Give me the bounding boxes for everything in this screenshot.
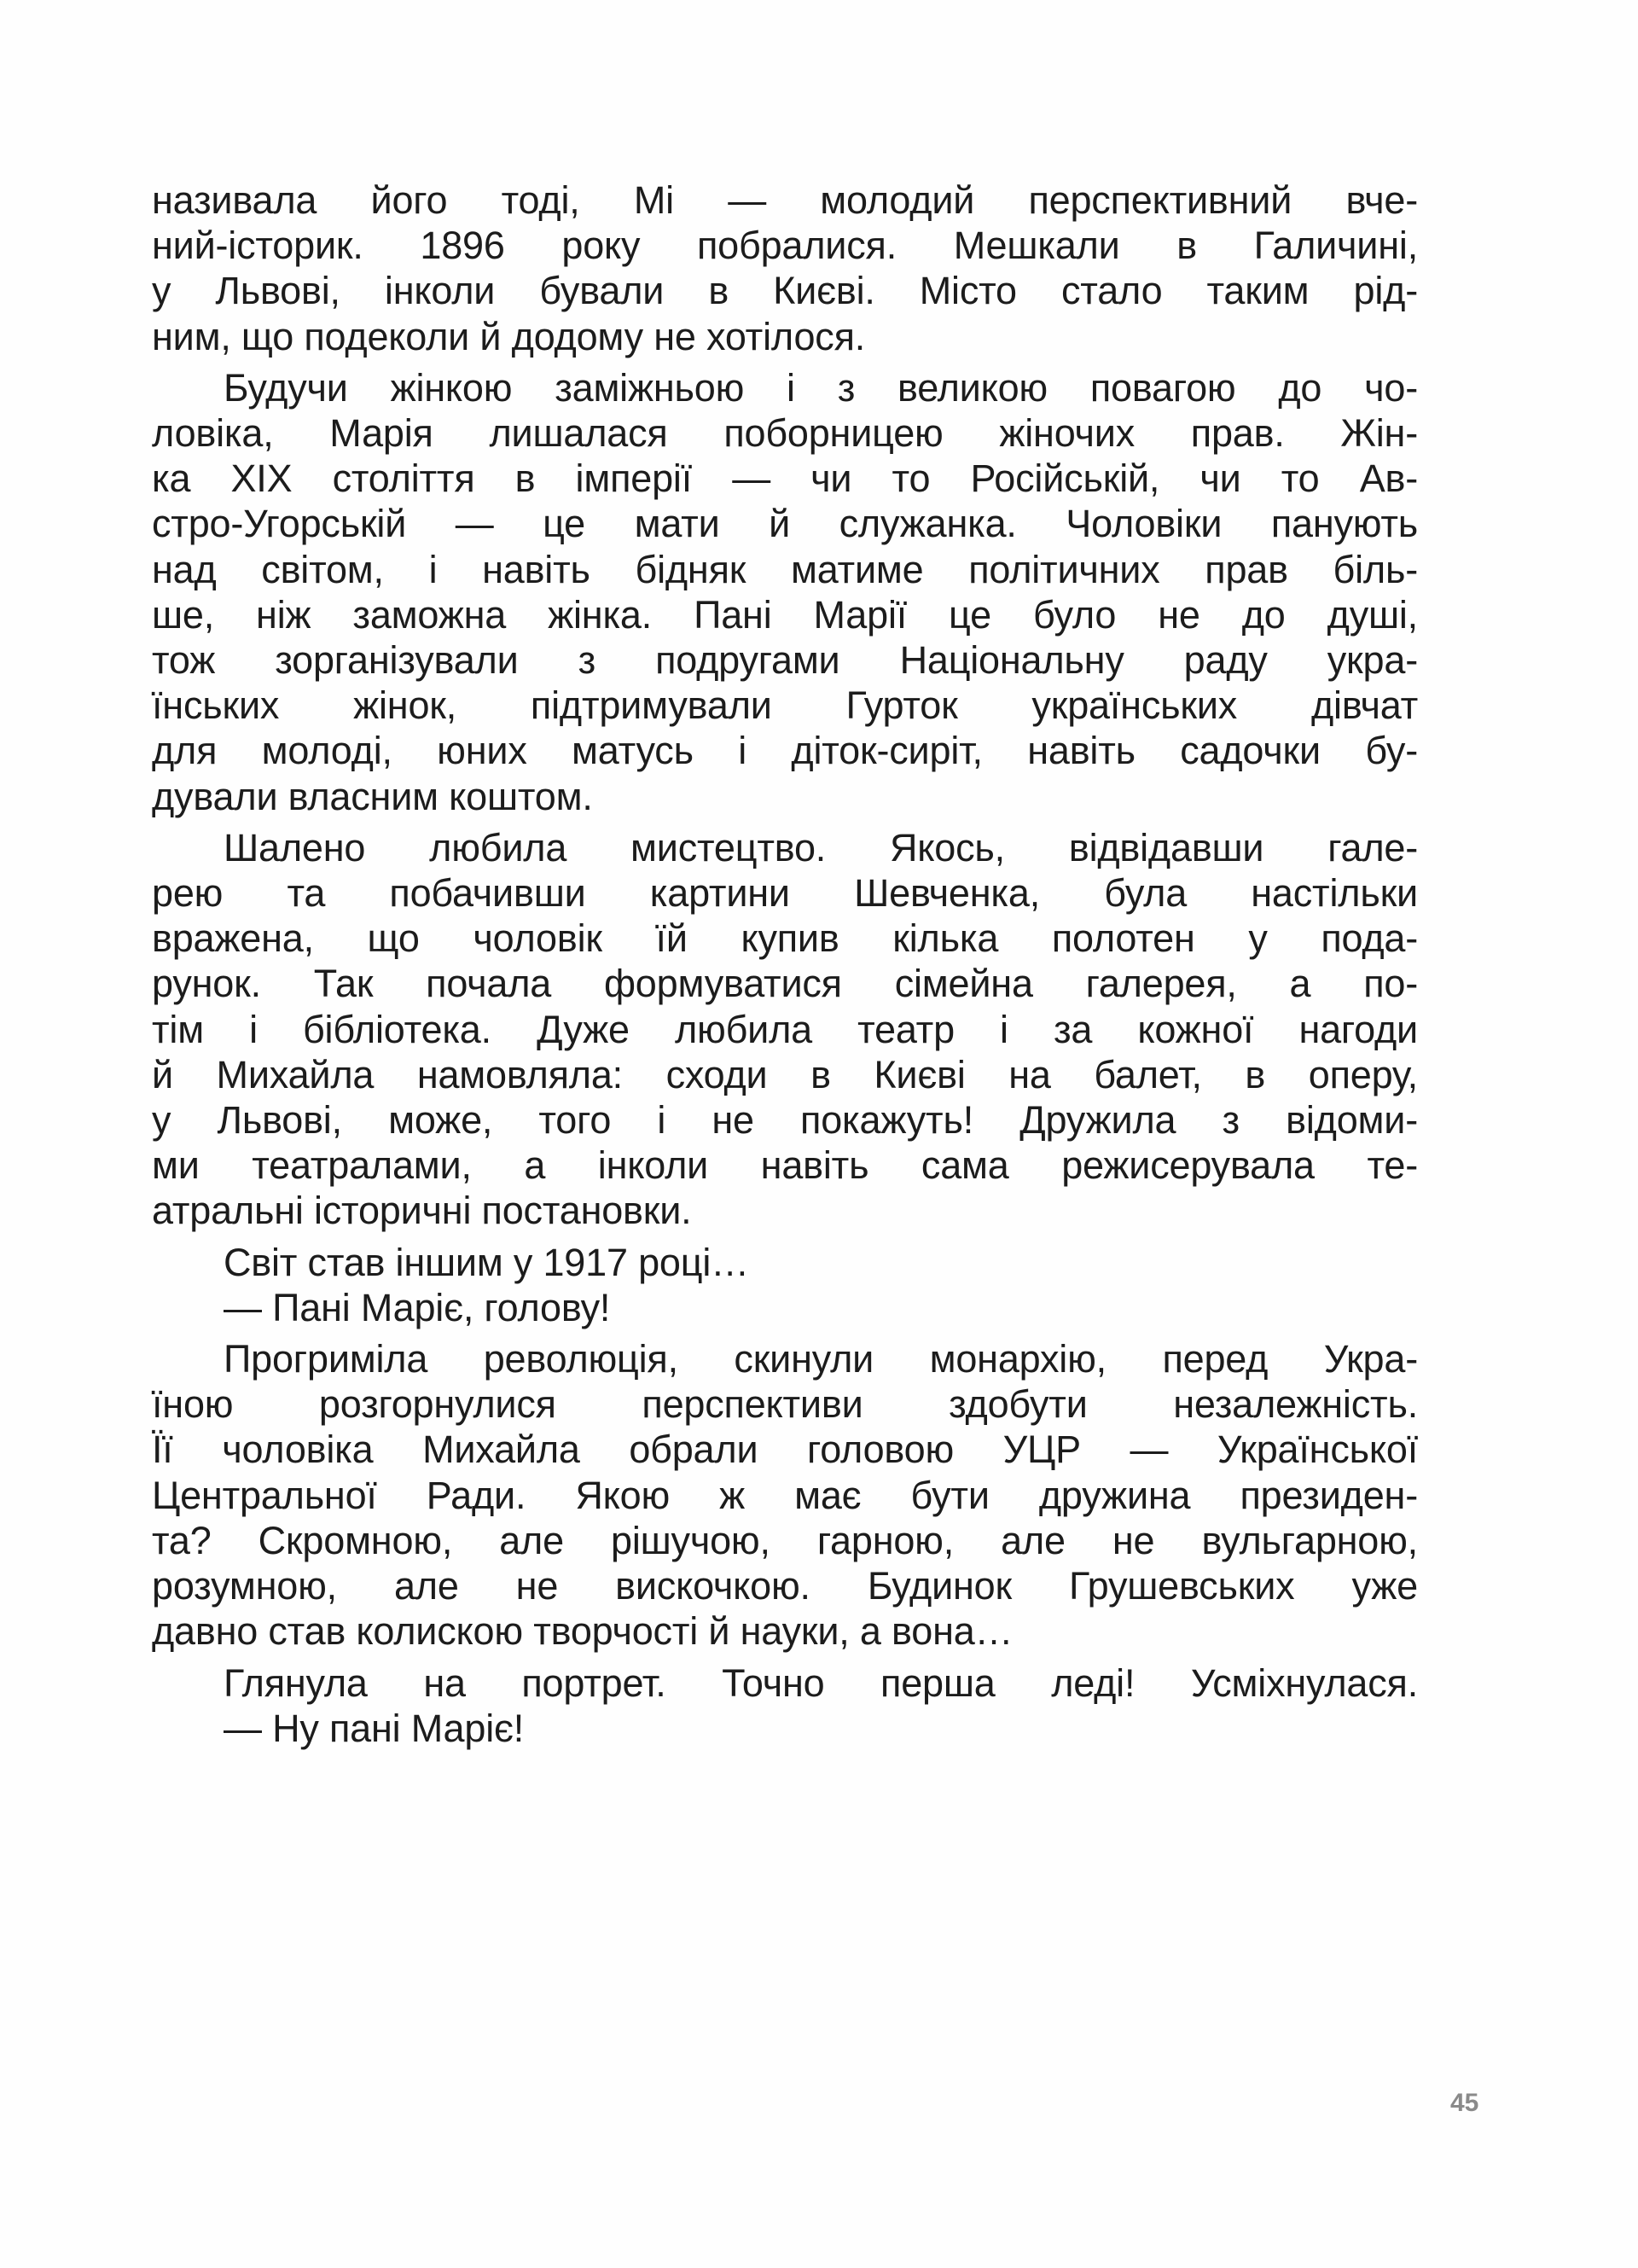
text-line: тож зорганізували з подругами Національну раду укра- — [152, 638, 1418, 683]
text-line: ми театралами, а інколи навіть сама режисерувала те- — [152, 1143, 1418, 1188]
text-line: ний-історик. 1896 року побралися. Мешкали в Галичині, — [152, 224, 1418, 268]
text-line: ним, що подеколи й додому не хотілося. — [152, 314, 866, 358]
paragraph-4 — [152, 1240, 1418, 1285]
text-line: над світом, і навіть бідняк матиме політичних прав біль- — [152, 547, 1418, 591]
text-line: їнських жінок, підтримували Гурток українських дівчат — [152, 683, 1418, 728]
text-line: й Михайла намовляла: сходи в Києві на балет, в оперу, — [152, 1052, 1418, 1096]
text-line: Прогриміла революція, скинули монархію, перед Укра- — [224, 1337, 1418, 1381]
paragraph-5 — [152, 1336, 1418, 1654]
paragraph-6 — [152, 1660, 1418, 1706]
text-line: для молоді, юних матусь і діток-сиріт, навіть садочки бу- — [152, 729, 1418, 773]
text-line: рунок. Так почала формуватися сімейна галерея, а по- — [152, 962, 1418, 1006]
text-line: давно став колискою творчості й науки, а вона… — [152, 1609, 1014, 1654]
text-line: — Пані Маріє, голову! — [224, 1285, 611, 1329]
text-line: та? Скромною, але рішучою, гарною, але не вульгарною, — [152, 1518, 1418, 1562]
text-line: рею та побачивши картини Шевченка, була настільки — [152, 871, 1418, 916]
text-line: Будучи жінкою заміжньою і з великою повагою до чо- — [224, 365, 1418, 410]
text-line: Світ став іншим у 1917 році… — [224, 1240, 749, 1284]
page-number: 45 — [1450, 2089, 1479, 2117]
dialogue-line-1 — [152, 1285, 1418, 1330]
text-line: атральні історичні постановки. — [152, 1189, 692, 1233]
text-line: у Львові, може, того і не покажуть! Дружила з відоми- — [152, 1098, 1418, 1143]
text-line: Центральної Ради. Якою ж має бути дружина президен- — [152, 1473, 1418, 1517]
page-body — [152, 177, 1418, 1751]
text-line: ше, ніж заможна жінка. Пані Марії це було не до душі, — [152, 592, 1418, 637]
dialogue-line-2 — [152, 1706, 1418, 1751]
text-line: Глянула на портрет. Точно перша леді! Усміхнулася. — [224, 1660, 1418, 1705]
text-line: дували власним коштом. — [152, 774, 593, 818]
text-line: ловіка, Марія лишалася поборницею жіночих прав. Жін- — [152, 411, 1418, 456]
text-line: у Львові, інколи бували в Києві. Місто стало таким рід- — [152, 269, 1418, 313]
text-line: тім і бібліотека. Дуже любила театр і за кожної нагоди — [152, 1007, 1418, 1051]
text-line: Шалено любила мистецтво. Якось, відвідавши гале- — [224, 825, 1418, 869]
text-line: їною розгорнулися перспективи здобути незалежність. — [152, 1382, 1418, 1427]
text-line: Її чоловіка Михайла обрали головою УЦР — Української — [152, 1428, 1418, 1472]
text-line: розумною, але не вискочкою. Будинок Грушевських уже — [152, 1564, 1418, 1608]
text-line: — Ну пані Маріє! — [224, 1706, 525, 1750]
text-line: вражена, що чоловік їй купив кілька полотен у пода- — [152, 916, 1418, 961]
paragraph-3 — [152, 825, 1418, 1234]
text-line: ка XIX століття в імперії — чи то Російській, чи то Ав- — [152, 457, 1418, 501]
paragraph-1 — [152, 177, 1418, 359]
text-line: називала його тоді, Мі — молодий перспективний вче- — [152, 178, 1418, 222]
paragraph-2 — [152, 365, 1418, 819]
text-line: стро-Угорській — це мати й служанка. Чоловіки панують — [152, 502, 1418, 546]
